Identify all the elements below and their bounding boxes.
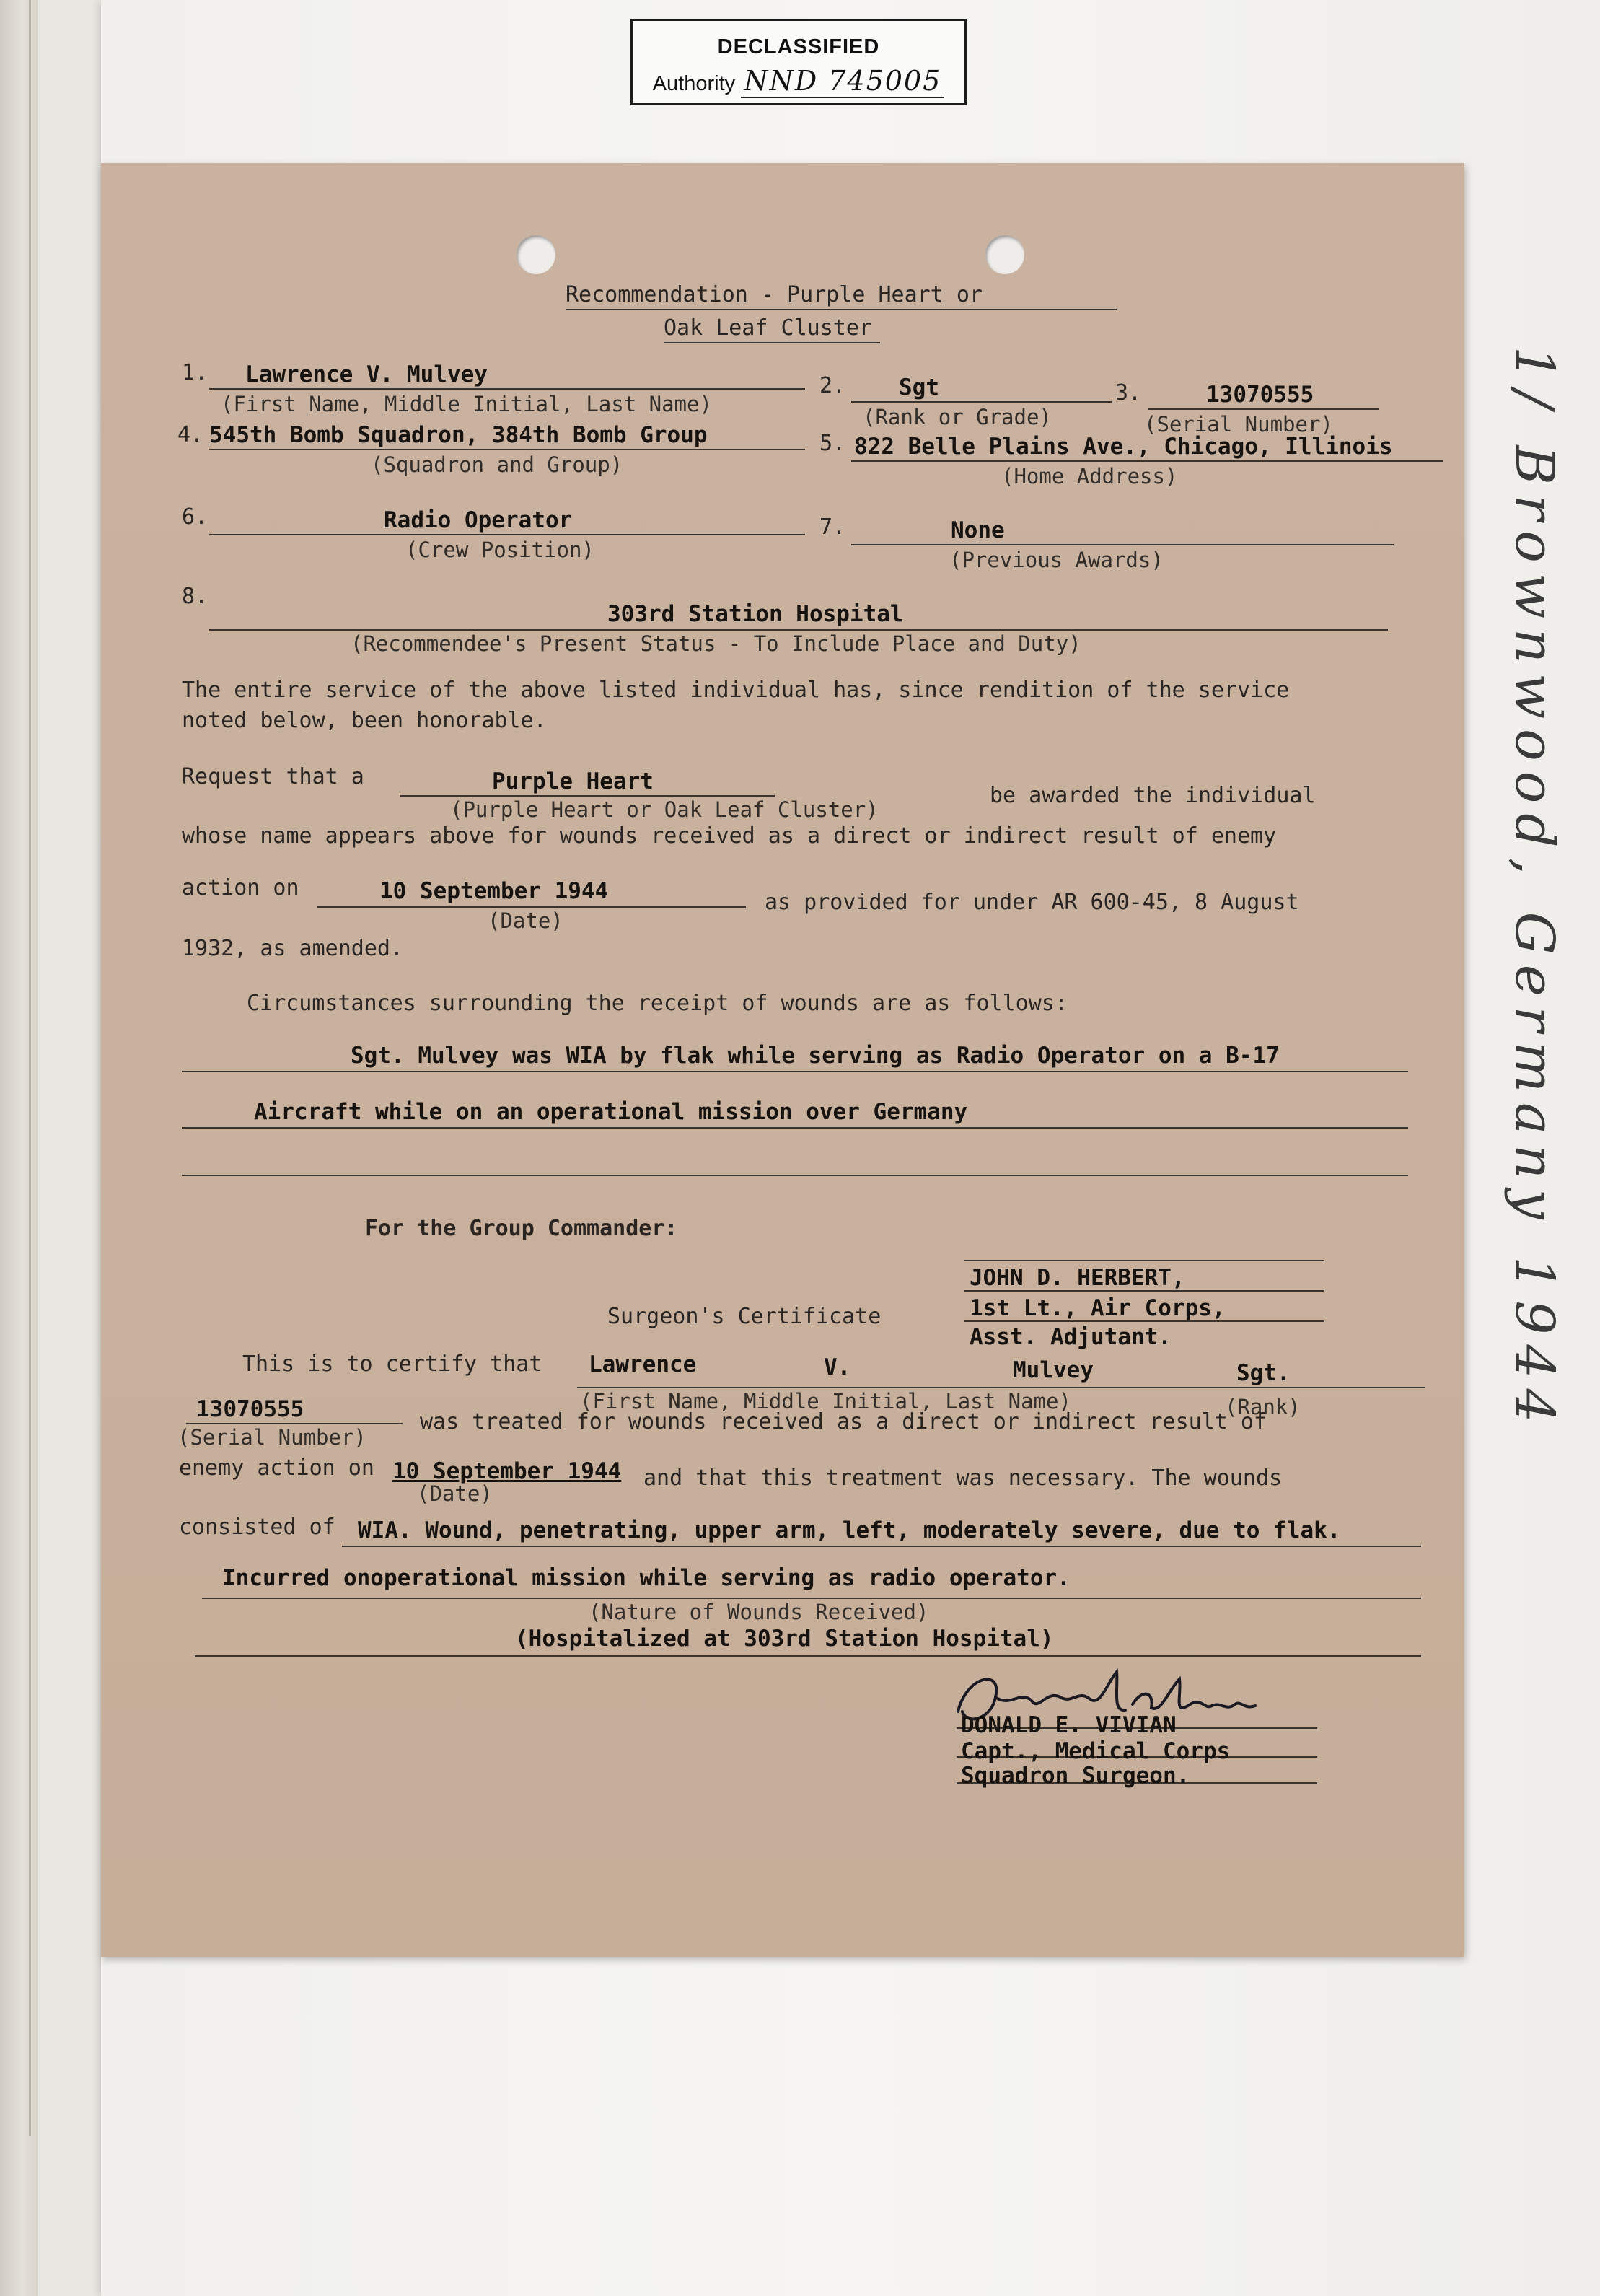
stamp-authority-value: NND 745005 xyxy=(741,65,944,98)
whose-line: whose name appears above for wounds received as a direct or indirect result of enemy xyxy=(182,823,1277,849)
group-commander-label: For the Group Commander: xyxy=(365,1216,678,1241)
cert-name-line xyxy=(577,1387,1425,1388)
circumstances-rule-3 xyxy=(182,1175,1408,1176)
enemy-action-prefix: enemy action on xyxy=(179,1455,374,1481)
nature-caption: (Nature of Wounds Received) xyxy=(589,1600,929,1624)
field-2-number: 2. xyxy=(819,373,846,398)
hospitalized-line: (Hospitalized at 303rd Station Hospital) xyxy=(515,1626,1054,1652)
binder-edge xyxy=(0,0,38,2296)
wound-line-2: Incurred onoperational mission while serving as radio operator. xyxy=(222,1565,1071,1591)
present-status-value: 303rd Station Hospital xyxy=(607,601,904,627)
adjutant-title: Asst. Adjutant. xyxy=(970,1324,1172,1350)
crew-position-caption: (Crew Position) xyxy=(405,538,594,562)
rank-value: Sgt xyxy=(899,374,939,400)
squadron-value: 545th Bomb Squadron, 384th Bomb Group xyxy=(209,422,708,448)
cert-serial-value: 13070555 xyxy=(196,1396,304,1422)
action-prefix: action on xyxy=(182,875,299,901)
action-suffix: as provided for under AR 600-45, 8 August xyxy=(765,890,1299,915)
award-line xyxy=(400,795,775,797)
circumstances-rule-2 xyxy=(182,1127,1408,1129)
cert-serial-line xyxy=(186,1423,403,1424)
service-line-2: noted below, been honorable. xyxy=(182,708,547,733)
wound-line-1: WIA. Wound, penetrating, upper arm, left, moderately severe, due to flak. xyxy=(358,1517,1341,1543)
amended-line: 1932, as amended. xyxy=(182,936,404,961)
award-value: Purple Heart xyxy=(492,768,654,794)
circumstances-line-1: Sgt. Mulvey was WIA by flak while serving as Radio Operator on a B-17 xyxy=(351,1043,1280,1069)
consisted-prefix: consisted of xyxy=(179,1515,335,1540)
crew-position-line xyxy=(209,534,805,535)
punch-hole xyxy=(985,235,1024,274)
serial-value: 13070555 xyxy=(1206,382,1314,408)
cert-name-caption: (First Name, Middle Initial, Last Name) xyxy=(580,1389,1071,1414)
crew-position-value: Radio Operator xyxy=(384,507,573,533)
declassified-stamp xyxy=(630,19,967,105)
cert-first-name: Lawrence xyxy=(589,1351,697,1377)
field-4-number: 4. xyxy=(177,422,204,447)
circumstances-rule-1 xyxy=(182,1071,1408,1072)
cert-date-caption: (Date) xyxy=(417,1481,493,1506)
stamp-authority xyxy=(633,65,964,97)
cert-date-value: 10 September 1944 xyxy=(392,1458,622,1484)
action-date-value: 10 September 1944 xyxy=(379,878,609,904)
award-caption: (Purple Heart or Oak Leaf Cluster) xyxy=(450,797,879,822)
address-line xyxy=(851,460,1443,462)
form-title-line2: Oak Leaf Cluster xyxy=(664,315,872,341)
action-date-line xyxy=(317,906,746,908)
cert-last-name: Mulvey xyxy=(1013,1357,1094,1383)
surgeon-rank: Capt., Medical Corps xyxy=(961,1738,1231,1764)
date-caption: (Date) xyxy=(488,908,563,933)
treated-line: was treated for wounds received as a direct or indirect result of xyxy=(420,1409,1267,1434)
address-value: 822 Belle Plains Ave., Chicago, Illinois xyxy=(854,434,1393,460)
service-line-1: The entire service of the above listed individual has, since rendition of the service xyxy=(182,678,1290,703)
rank-caption: (Rank or Grade) xyxy=(863,405,1052,429)
serial-line xyxy=(1148,408,1379,410)
rank-line xyxy=(851,401,1112,403)
margin-note-text: 1/ Brownwood, Germany 1944 xyxy=(1503,346,1565,1433)
cert-rank-caption: (Rank) xyxy=(1225,1395,1301,1419)
name-line xyxy=(209,388,805,390)
cert-middle-initial: V. xyxy=(824,1354,851,1380)
wound-rule-2 xyxy=(202,1598,1421,1599)
surgeon-title: Squadron Surgeon. xyxy=(961,1763,1190,1789)
field-3-number: 3. xyxy=(1115,380,1142,406)
circumstances-label: Circumstances surrounding the receipt of wounds are as follows: xyxy=(247,991,1068,1016)
adjutant-rank: 1st Lt., Air Corps, xyxy=(970,1295,1226,1321)
field-5-number: 5. xyxy=(819,431,846,456)
recommendation-form xyxy=(101,163,1464,1957)
binder-divider xyxy=(29,0,31,2136)
title-underline xyxy=(664,342,880,343)
adjutant-sign-line xyxy=(964,1260,1324,1261)
previous-awards-caption: (Previous Awards) xyxy=(949,548,1164,572)
wound-rule-1 xyxy=(342,1546,1421,1547)
cert-serial-caption: (Serial Number) xyxy=(177,1425,366,1450)
certify-prefix: This is to certify that xyxy=(242,1351,542,1377)
title-underline xyxy=(566,309,1117,310)
adjutant-name: JOHN D. HERBERT, xyxy=(970,1265,1185,1291)
adjutant-rule xyxy=(964,1320,1324,1322)
previous-awards-value: None xyxy=(951,517,1005,543)
field-7-number: 7. xyxy=(819,514,846,540)
adjutant-rule xyxy=(964,1290,1324,1292)
surgeon-certificate-title: Surgeon's Certificate xyxy=(607,1304,882,1329)
request-suffix: be awarded the individual xyxy=(990,783,1316,808)
form-title-line1: Recommendation - Purple Heart or xyxy=(566,282,983,307)
previous-awards-line xyxy=(851,544,1394,545)
present-status-line xyxy=(209,629,1388,631)
squadron-line xyxy=(209,449,805,450)
stamp-authority-label: Authority xyxy=(652,72,736,95)
request-prefix: Request that a xyxy=(182,764,364,789)
hospitalized-rule xyxy=(195,1655,1421,1657)
punch-hole xyxy=(517,235,555,274)
field-1-number: 1. xyxy=(182,360,208,385)
stamp-title: DECLASSIFIED xyxy=(717,35,880,58)
circumstances-line-2: Aircraft while on an operational mission over Germany xyxy=(254,1099,968,1125)
name-caption: (First Name, Middle Initial, Last Name) xyxy=(221,392,712,416)
address-caption: (Home Address) xyxy=(1001,464,1178,488)
surgeon-name: DONALD E. VIVIAN xyxy=(961,1712,1177,1738)
cert-rank: Sgt. xyxy=(1236,1360,1291,1386)
field-8-number: 8. xyxy=(182,584,208,609)
squadron-caption: (Squadron and Group) xyxy=(371,452,623,477)
name-value: Lawrence V. Mulvey xyxy=(245,362,488,387)
margin-note xyxy=(1503,346,1600,2006)
serial-caption: (Serial Number) xyxy=(1144,412,1333,437)
enemy-action-suffix: and that this treatment was necessary. The wounds xyxy=(643,1465,1283,1491)
field-6-number: 6. xyxy=(182,504,208,530)
present-status-caption: (Recommendee's Present Status - To Include Place and Duty) xyxy=(351,631,1081,656)
